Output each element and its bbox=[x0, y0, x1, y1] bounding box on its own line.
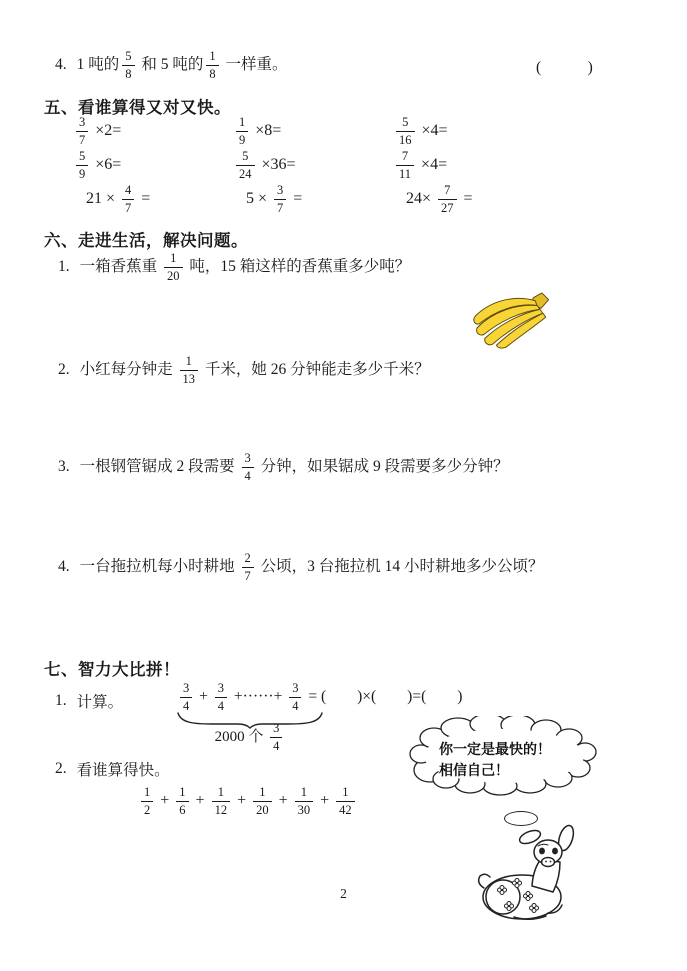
section-five-title: 五、看谁算得又对又快。 bbox=[44, 99, 231, 117]
fraction: $\frac{1}{9}$ bbox=[236, 116, 248, 146]
fraction: $\frac{1}{30}$ bbox=[295, 786, 314, 816]
math-text: ×4= bbox=[417, 156, 448, 173]
problem-number: 2. bbox=[55, 760, 67, 777]
answer-blank: ( ) bbox=[536, 59, 593, 76]
problem-number: 3. bbox=[58, 458, 70, 475]
calc-expression bbox=[233, 182, 393, 216]
problem-text bbox=[80, 252, 411, 282]
calc-expression bbox=[393, 114, 573, 148]
problem-text bbox=[80, 452, 509, 482]
fraction: $\frac{3}{4}$ bbox=[270, 722, 282, 752]
math-text: 24× bbox=[406, 190, 436, 207]
fraction: $\frac{7}{11}$ bbox=[396, 150, 414, 180]
math-text: + bbox=[233, 792, 251, 809]
deer-illustration bbox=[472, 822, 592, 924]
word-problem-1 bbox=[58, 252, 410, 282]
math-text: + bbox=[191, 792, 209, 809]
brain-question-2 bbox=[55, 758, 170, 780]
deer-muzzle bbox=[542, 858, 555, 867]
problem-number: 2. bbox=[58, 361, 70, 378]
math-text: 一根钢管锯成 2 段需要 bbox=[79, 458, 239, 476]
math-text: = bbox=[137, 190, 151, 207]
calc-expression bbox=[393, 148, 573, 182]
math-text: + bbox=[195, 688, 212, 706]
math-text: +······+ bbox=[230, 688, 287, 706]
math-text: 公顷，3 台拖拉机 14 小时耕地多少公顷？ bbox=[256, 558, 544, 576]
problem-number: 1. bbox=[55, 692, 67, 709]
math-text: + bbox=[316, 792, 334, 809]
math-text: 和 5 吨的 bbox=[137, 56, 204, 74]
problem-number: 4. bbox=[58, 558, 70, 575]
fraction: $\frac{5}{9}$ bbox=[76, 150, 88, 180]
item-number: 4. bbox=[55, 56, 67, 73]
math-text: 千米，她 26 分钟能走多少千米？ bbox=[201, 361, 430, 379]
page-number: 2 bbox=[340, 886, 347, 901]
math-text: + bbox=[274, 792, 292, 809]
brain-question-1 bbox=[55, 690, 123, 712]
fraction: $\frac{4}{7}$ bbox=[122, 184, 134, 214]
problem-prompt: 看谁算得快。 bbox=[76, 762, 170, 779]
fraction: $\frac{1}{13}$ bbox=[180, 355, 199, 385]
fraction: $\frac{3}{4}$ bbox=[180, 682, 192, 712]
problem-text bbox=[80, 355, 430, 385]
calc-expression bbox=[233, 114, 393, 148]
math-text: ×36= bbox=[257, 156, 296, 173]
fraction: $\frac{3}{4}$ bbox=[242, 452, 254, 482]
fraction: $\frac{5}{8}$ bbox=[122, 50, 134, 80]
cloud-text-line1: 你一定是最快的！ bbox=[439, 741, 551, 757]
fraction: $\frac{1}{6}$ bbox=[176, 786, 188, 816]
thought-bubble bbox=[406, 716, 602, 800]
calc-expression bbox=[393, 182, 573, 216]
fraction: $\frac{2}{7}$ bbox=[242, 552, 254, 582]
calc-grid bbox=[73, 114, 573, 216]
math-text: 1 吨的 bbox=[76, 56, 120, 74]
deer-eye-right bbox=[553, 848, 557, 853]
math-text: 5 × bbox=[246, 190, 272, 207]
deer-eye-left bbox=[540, 848, 544, 853]
fraction: $\frac{1}{42}$ bbox=[336, 786, 355, 816]
math-text: ×8= bbox=[251, 122, 282, 139]
section-seven-title: 七、智力大比拼！ bbox=[44, 661, 180, 679]
calc-expression bbox=[73, 182, 233, 216]
calc-expression bbox=[73, 148, 233, 182]
math-text: 21 × bbox=[86, 190, 120, 207]
item-statement bbox=[77, 50, 288, 80]
banana-illustration bbox=[464, 291, 556, 349]
fraction: $\frac{5}{16}$ bbox=[396, 116, 415, 146]
fraction: $\frac{3}{4}$ bbox=[289, 682, 301, 712]
word-problem-4 bbox=[58, 552, 544, 582]
fraction: $\frac{1}{2}$ bbox=[141, 786, 153, 816]
fraction: $\frac{3}{7}$ bbox=[76, 116, 88, 146]
math-text: = ( )×( )=( ) bbox=[304, 688, 463, 706]
math-text: ×6= bbox=[91, 156, 122, 173]
fraction: $\frac{1}{12}$ bbox=[212, 786, 231, 816]
fraction-sum bbox=[138, 786, 358, 816]
math-text: 吨，15 箱这样的香蕉重多少吨？ bbox=[185, 258, 411, 276]
series-equation bbox=[177, 682, 462, 712]
cloud-text-line2: 相信自己！ bbox=[439, 762, 509, 778]
problem-prompt: 计算。 bbox=[76, 694, 124, 711]
math-text: 一箱香蕉重 bbox=[79, 258, 162, 276]
fraction: $\frac{1}{20}$ bbox=[253, 786, 272, 816]
underbrace-label bbox=[165, 722, 335, 752]
math-text: + bbox=[156, 792, 174, 809]
math-text: 小红每分钟走 bbox=[79, 361, 177, 379]
math-text: ×2= bbox=[91, 122, 122, 139]
math-text: 一台拖拉机每小时耕地 bbox=[79, 558, 239, 576]
problem-text bbox=[80, 552, 544, 582]
section-six-title: 六、走进生活，解决问题。 bbox=[44, 232, 248, 250]
math-text: = bbox=[289, 190, 303, 207]
math-text: = bbox=[459, 190, 473, 207]
true-false-item-4 bbox=[55, 50, 288, 80]
math-text: ×4= bbox=[417, 122, 448, 139]
word-problem-3 bbox=[58, 452, 509, 482]
math-text: 一样重。 bbox=[221, 56, 288, 74]
fraction: $\frac{1}{20}$ bbox=[164, 252, 183, 282]
problem-number: 1. bbox=[58, 258, 70, 275]
math-text: 分钟，如果锯成 9 段需要多少分钟？ bbox=[256, 458, 509, 476]
fraction: $\frac{3}{4}$ bbox=[215, 682, 227, 712]
math-text: 2000 个 bbox=[214, 728, 268, 745]
fraction: $\frac{5}{24}$ bbox=[236, 150, 255, 180]
word-problem-2 bbox=[58, 355, 430, 385]
fraction: $\frac{3}{7}$ bbox=[274, 184, 286, 214]
fraction: $\frac{7}{27}$ bbox=[438, 184, 457, 214]
calc-expression bbox=[73, 114, 233, 148]
calc-expression bbox=[233, 148, 393, 182]
fraction: $\frac{1}{8}$ bbox=[206, 50, 218, 80]
